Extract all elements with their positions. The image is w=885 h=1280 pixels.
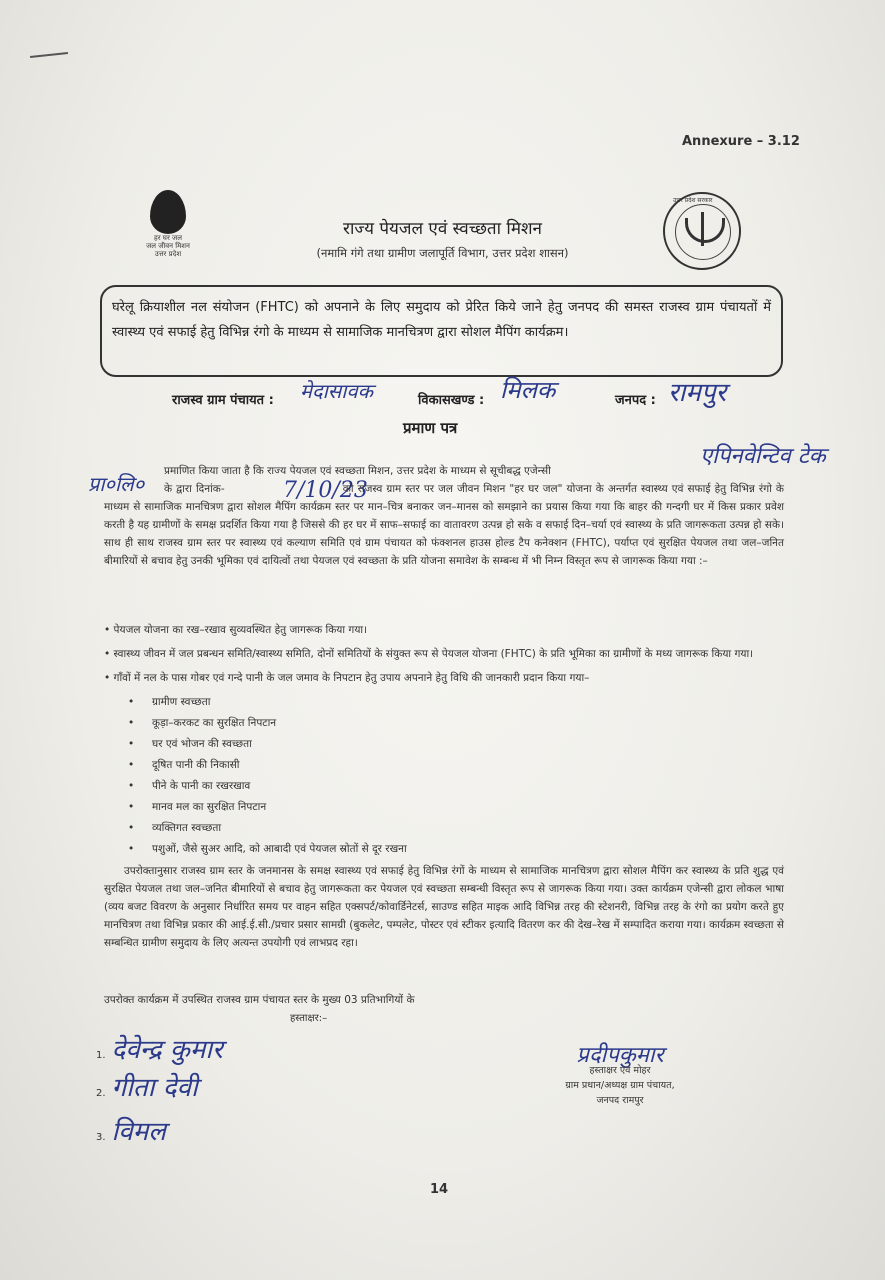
- sub-list-item: • कूड़ा–करकट का सुरक्षित निपटान: [128, 713, 784, 733]
- list-item: • पेयजल योजना का रख–रखाव सुव्यवस्थित हेतु जागरूक किया गया।: [104, 624, 368, 636]
- participant-signature-2: 2. गीता देवी: [96, 1073, 198, 1103]
- agency-suffix-handwritten: प्रा०लि०: [88, 472, 145, 496]
- sub-list-item: • पशुओं, जैसे सुअर आदि, को आबादी एवं पेयजल स्रोतों से दूर रखना: [128, 839, 784, 859]
- sub-list-item: • पीने के पानी का रखरखाव: [128, 776, 784, 796]
- pradhan-signature: प्रदीपकुमार: [576, 1043, 664, 1068]
- pen-mark: [30, 52, 68, 58]
- certificate-paragraph: [104, 462, 784, 570]
- emblem-text: उत्तर प्रदेश सरकार: [673, 197, 713, 204]
- janpad-value: रामपुर: [668, 378, 727, 408]
- pradhan-line1: हस्ताक्षर एवं मोहर: [589, 1065, 651, 1076]
- participant-signature-1: 1. देवेन्द्र कुमार: [96, 1035, 223, 1065]
- list-item: • गाँवों में नल के पास गोबर एवं गन्दे पानी के जल जमाव के निपटान हेतु उपाय अपनाने हेतु विधि की जानकारी प्रदान किया गया–: [104, 672, 590, 684]
- pradhan-signature-block: [520, 1043, 720, 1108]
- logo-left-line2: जल जीवन मिशन: [146, 242, 190, 250]
- sub-list-item: • घर एवं भोजन की स्वच्छता: [128, 734, 784, 754]
- vikas-khand-label: विकासखण्ड :: [418, 393, 485, 408]
- para1-rest: को राजस्व ग्राम स्तर पर जल जीवन मिशन "हर घर जल" योजना के अन्तर्गत स्वास्थ्य एवं सफाई हेतु विभिन्न रंगो के माध्यम से सामाजिक मानचित्रण द्वारा सोशल मैपिंग कार्यक्रम स्तर पर मान–चित्र बनाकर जन–मानस को समझाने का प्रयास किया गया कि बाहर की गन्दगी घर में किस प्रकार प्रवेश करती है यह ग्रामीणों के समक्ष प्रदर्शित किया गया है जिससे की हर घर में साफ–सफाई का वातावरण उत्पन्न हो सके व सफाई दिन–चर्या एवं स्वास्थ्य के प्रति जागरूकता उत्पन्न हो सके। साथ ही साथ राजस्व ग्राम स्तर पर स्वास्थ्य एवं कल्याण समिति एवं ग्राम पंचायत को फंक्शनल हाउस होल्ड टैप कनेक्शन (FHTC), पर्याप्त एवं सुरक्षित पेयजल तथा जल–जनित बीमारियों से बचाव हेतु उनकी भूमिका एवं दायित्वों तथा पेयजल एवं स्वच्छता के प्रति योजना समावेश के सम्बन्ध में भी निम्न विस्तृत रूप से जागरूक किया गया :–: [104, 483, 784, 567]
- participant-signature-3: 3. विमल: [96, 1117, 166, 1147]
- page-number: 14: [430, 1182, 449, 1197]
- date-handwritten: 7/10/23: [283, 478, 368, 503]
- sub-list: [128, 692, 784, 859]
- vikas-khand-value: मिलक: [500, 376, 556, 404]
- sub-list-item: • ग्रामीण स्वच्छता: [128, 692, 784, 712]
- awareness-list: [104, 620, 784, 860]
- gram-panchayat-value: मेदासावक: [300, 379, 373, 403]
- list-item: • स्वास्थ्य जीवन में जल प्रबन्धन समिति/स्वास्थ्य समिति, दोनों समितियों के संयुक्त रूप से पेयजल योजना (FHTC) के प्रति भूमिका का ग्रामीणों के मध्य जागरूक किया गया।: [104, 648, 754, 660]
- signature-intro: उपरोक्त कार्यक्रम में उपस्थित राजस्व ग्राम पंचायत स्तर के मुख्य 03 प्रतिभागियों के: [104, 994, 415, 1006]
- pradhan-line2: ग्राम प्रधान/अध्यक्ष ग्राम पंचायत,: [565, 1080, 675, 1091]
- sub-list-item: • दूषित पानी की निकासी: [128, 755, 784, 775]
- pradhan-line3: जनपद रामपुर: [596, 1095, 644, 1106]
- programme-box: घरेलू क्रियाशील नल संयोजन (FHTC) को अपनाने के लिए समुदाय को प्रेरित किये जाने हेतु जनपद की समस्त राजस्व ग्राम पंचायतों में स्वास्थ्य एवं सफाई हेतु विभिन्न रंगो के माध्यम से सामाजिक मानचित्रण द्वारा सोशल मैपिंग कार्यक्रम।: [100, 285, 783, 377]
- sub-list-item: • व्यक्तिगत स्वच्छता: [128, 818, 784, 838]
- summary-paragraph: उपरोक्तानुसार राजस्व ग्राम स्तर के जनमानस के समक्ष स्वास्थ्य एवं सफाई हेतु विभिन्न रंगों के माध्यम से सामाजिक मानचित्रण द्वारा सोशल मैपिंग कर स्वास्थ्य के प्रति शुद्ध एवं सुरक्षित पेयजल तथा जल–जनित बीमारियों से बचाव हेतु जागरूकता कर पेयजल एवं स्वच्छता सम्बन्धी विस्तृत रूप से जागरूक किया गया। उक्त कार्यक्रम एजेन्सी द्वारा लोकल भाषा (व्यय बजट विवरण के अनुसार निर्धारित समय पर वाहन सहित एक्सपर्ट/कोवार्डिनेटर्स, साउण्ड सहित माइक आदि विभिन्न तरह की स्टेशनरी, विभिन्न तरह के रंगो का प्रयोग करते हुए मानचित्रण तथा विभिन्न प्रकार की आई.ई.सी./प्रचार प्रसार सामग्री (बुकलेट, पम्पलेट, पोस्टर एवं स्टीकर इत्यादि वितरण कर की देख–रेख में सम्पादित कराया गया। कार्यक्रम स्वच्छता से सम्बन्धित ग्रामीण समुदाय के लिए अत्यन्त उपयोगी एवं लाभप्रद रहा।: [104, 865, 784, 949]
- para1-after-agency: के द्वारा दिनांक-: [164, 483, 225, 495]
- agency-name-handwritten: एपिनवेन्टिव टेक: [700, 444, 826, 469]
- sub-list-item: • मानव मल का सुरक्षित निपटान: [128, 797, 784, 817]
- signature-label: हस्ताक्षर:–: [290, 1013, 328, 1024]
- logo-left-line3: उत्तर प्रदेश: [154, 250, 182, 258]
- certificate-heading: प्रमाण पत्र: [403, 419, 458, 437]
- mission-title: राज्य पेयजल एवं स्वच्छता मिशन: [343, 219, 542, 239]
- mission-subtitle: (नमामि गंगे तथा ग्रामीण जलापूर्ति विभाग, उत्तर प्रदेश शासन): [316, 246, 569, 260]
- gram-panchayat-label: राजस्व ग्राम पंचायत :: [172, 393, 274, 408]
- janpad-label: जनपद :: [615, 393, 656, 408]
- para1-intro: प्रमाणित किया जाता है कि राज्य पेयजल एवं स्वच्छता मिशन, उत्तर प्रदेश के माध्यम से सूचीबद्ध एजेन्सी: [164, 465, 551, 477]
- annexure-label: Annexure – 3.12: [682, 134, 800, 149]
- logo-left-line1: हर घर जल: [154, 234, 182, 242]
